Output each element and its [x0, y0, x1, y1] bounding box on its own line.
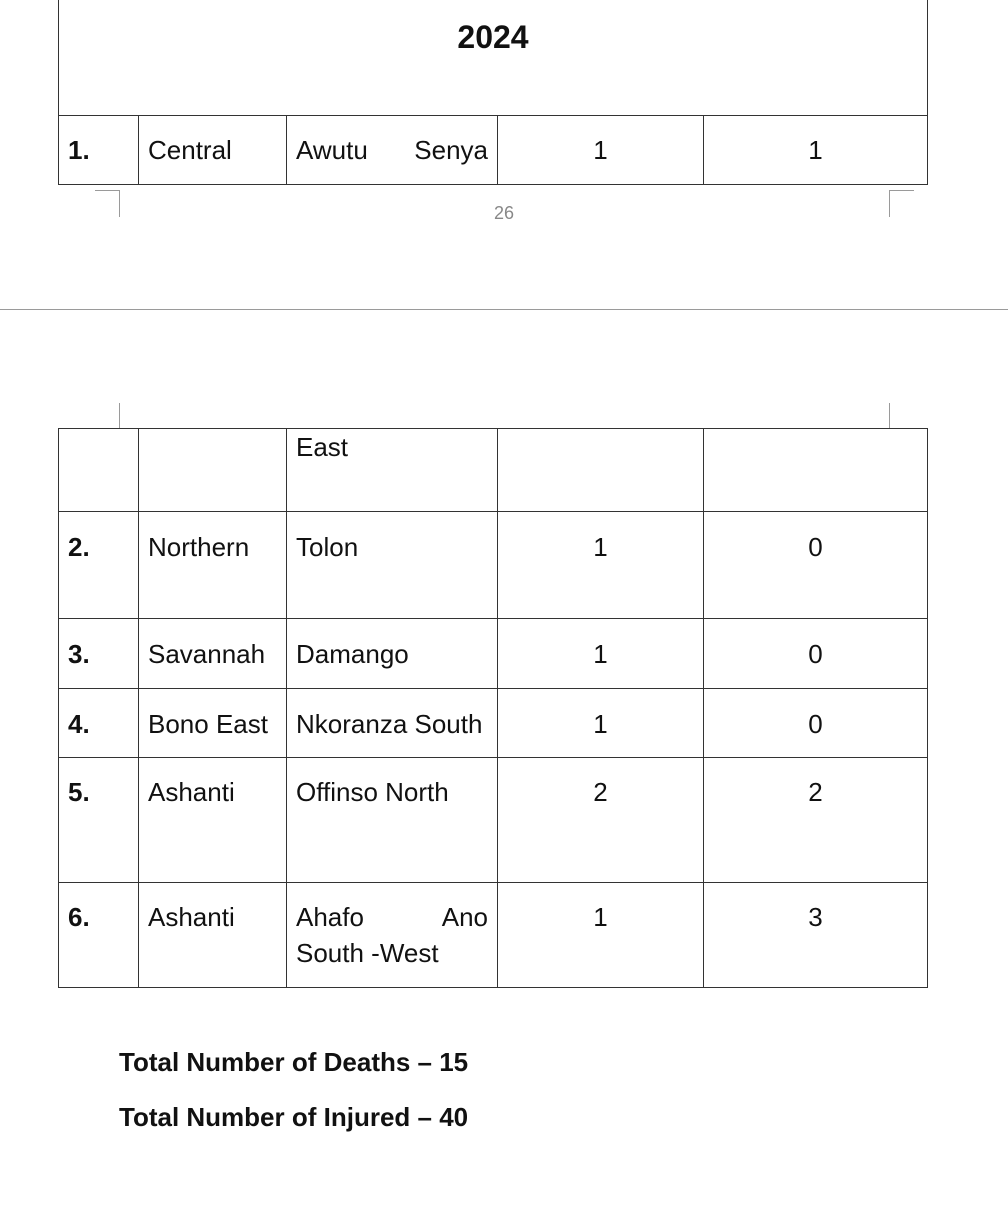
- table-page-1: [58, 0, 928, 185]
- district-word-1: Awutu: [296, 134, 368, 165]
- district-cell: Damango: [287, 619, 498, 689]
- district-continuation: East: [287, 429, 498, 512]
- row-number: 5.: [59, 758, 139, 883]
- deaths-cell: 1: [498, 619, 704, 689]
- deaths-cell: 1: [498, 689, 704, 758]
- row-number: 1.: [59, 115, 139, 184]
- region-cell: Savannah: [139, 619, 287, 689]
- margin-mark: [95, 403, 120, 429]
- margin-mark: [889, 403, 914, 429]
- row-number: 2.: [59, 512, 139, 619]
- table-row: [59, 429, 928, 512]
- table-row: [59, 883, 928, 988]
- region-cell: Central: [139, 115, 287, 184]
- district-word-2: Senya: [414, 134, 488, 165]
- district-line-2: South -West: [296, 938, 439, 968]
- row-number: 6.: [59, 883, 139, 988]
- page-separator: [0, 309, 1008, 310]
- region-cell: Bono East: [139, 689, 287, 758]
- table-row: [59, 115, 928, 184]
- injured-cell: 1: [704, 115, 928, 184]
- injured-cell: 3: [704, 883, 928, 988]
- deaths-cell: 1: [498, 512, 704, 619]
- total-injured: Total Number of Injured – 40: [119, 1102, 469, 1132]
- table-page-2: [58, 428, 928, 988]
- injured-cell: 0: [704, 689, 928, 758]
- injured-cell: 0: [704, 619, 928, 689]
- table-row: [59, 689, 928, 758]
- injured-cell: 2: [704, 758, 928, 883]
- table-row: [59, 512, 928, 619]
- district-cell: Offinso North: [287, 758, 498, 883]
- row-number: 4.: [59, 689, 139, 758]
- page-number: 26: [493, 203, 515, 223]
- deaths-cell: 1: [498, 883, 704, 988]
- deaths-cell: 2: [498, 758, 704, 883]
- total-deaths: Total Number of Deaths – 15: [119, 1047, 469, 1077]
- injured-cell: 0: [704, 512, 928, 619]
- district-line-1: Ahafo Ano: [296, 902, 488, 932]
- year-header: 2024: [59, 0, 928, 115]
- row-number: 3.: [59, 619, 139, 689]
- deaths-cell: 1: [498, 115, 704, 184]
- table-row: [59, 758, 928, 883]
- region-cell: Ashanti: [139, 883, 287, 988]
- district-cell: [287, 115, 498, 184]
- district-cell: [287, 883, 498, 988]
- region-cell: Ashanti: [139, 758, 287, 883]
- district-cell: Nkoranza South: [287, 689, 498, 758]
- district-cell: Tolon: [287, 512, 498, 619]
- table-row: [59, 619, 928, 689]
- region-cell: Northern: [139, 512, 287, 619]
